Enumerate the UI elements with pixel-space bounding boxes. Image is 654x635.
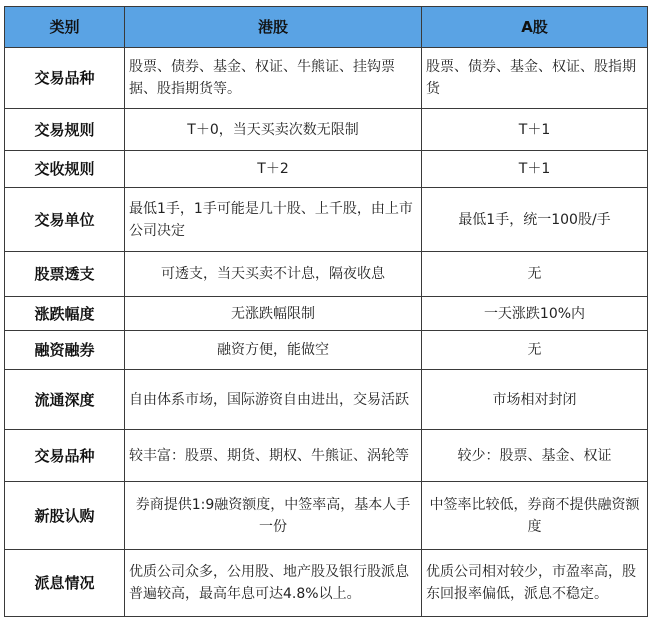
row-category: 交易规则 bbox=[5, 109, 125, 151]
row-category: 交收规则 bbox=[5, 151, 125, 188]
row-category: 融资融券 bbox=[5, 331, 125, 370]
table-row bbox=[5, 151, 648, 188]
table-row bbox=[5, 550, 648, 617]
a-share-cell: 一天涨跌10%内 bbox=[422, 297, 648, 331]
table-row bbox=[5, 482, 648, 550]
row-category: 交易品种 bbox=[5, 48, 125, 109]
row-category: 流通深度 bbox=[5, 370, 125, 430]
hk-cell: 券商提供1:9融资额度，中签率高，基本人手一份 bbox=[125, 482, 422, 550]
row-category: 股票透支 bbox=[5, 252, 125, 297]
header-a-share: A股 bbox=[422, 7, 648, 48]
comparison-table bbox=[4, 6, 648, 617]
row-category: 交易单位 bbox=[5, 188, 125, 252]
hk-cell: 无涨跌幅限制 bbox=[125, 297, 422, 331]
hk-cell: 最低1手，1手可能是几十股、上千股，由上市公司决定 bbox=[125, 188, 422, 252]
header-hk: 港股 bbox=[125, 7, 422, 48]
hk-cell: 较丰富：股票、期货、期权、牛熊证、涡轮等 bbox=[125, 430, 422, 482]
table-row bbox=[5, 297, 648, 331]
a-share-cell: 无 bbox=[422, 331, 648, 370]
a-share-cell: T＋1 bbox=[422, 109, 648, 151]
a-share-cell: 较少：股票、基金、权证 bbox=[422, 430, 648, 482]
header-category: 类别 bbox=[5, 7, 125, 48]
a-share-cell: 最低1手，统一100股/手 bbox=[422, 188, 648, 252]
row-category: 新股认购 bbox=[5, 482, 125, 550]
a-share-cell: 市场相对封闭 bbox=[422, 370, 648, 430]
a-share-cell: 中签率比较低，券商不提供融资额度 bbox=[422, 482, 648, 550]
hk-cell: 可透支，当天买卖不计息，隔夜收息 bbox=[125, 252, 422, 297]
row-category: 交易品种 bbox=[5, 430, 125, 482]
hk-cell: T＋0，当天买卖次数无限制 bbox=[125, 109, 422, 151]
table-row bbox=[5, 188, 648, 252]
hk-cell: 融资方便，能做空 bbox=[125, 331, 422, 370]
a-share-cell: 股票、债券、基金、权证、股指期货 bbox=[422, 48, 648, 109]
hk-cell: 股票、债券、基金、权证、牛熊证、挂钩票据、股指期货等。 bbox=[125, 48, 422, 109]
table-row bbox=[5, 370, 648, 430]
hk-cell: T＋2 bbox=[125, 151, 422, 188]
a-share-cell: 优质公司相对较少，市盈率高，股东回报率偏低，派息不稳定。 bbox=[422, 550, 648, 617]
a-share-cell: 无 bbox=[422, 252, 648, 297]
table-row bbox=[5, 48, 648, 109]
row-category: 涨跌幅度 bbox=[5, 297, 125, 331]
table-row bbox=[5, 109, 648, 151]
table-row bbox=[5, 252, 648, 297]
table-row bbox=[5, 331, 648, 370]
hk-cell: 优质公司众多，公用股、地产股及银行股派息普遍较高，最高年息可达4.8%以上。 bbox=[125, 550, 422, 617]
row-category: 派息情况 bbox=[5, 550, 125, 617]
hk-cell: 自由体系市场，国际游资自由进出，交易活跃 bbox=[125, 370, 422, 430]
header-row bbox=[5, 7, 648, 48]
a-share-cell: T＋1 bbox=[422, 151, 648, 188]
table-row bbox=[5, 430, 648, 482]
